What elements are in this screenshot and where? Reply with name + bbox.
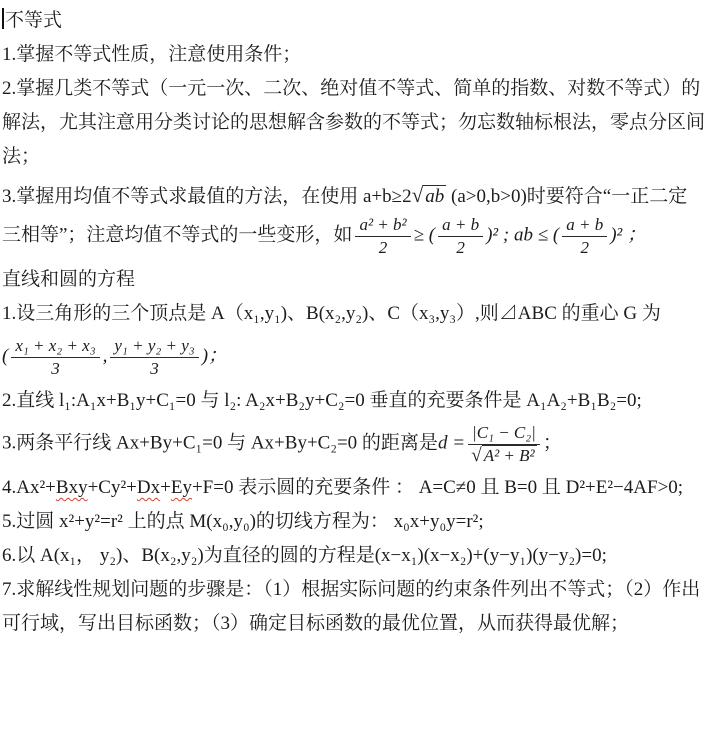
s1-item3-text: (a>0,b>0)时要符合“一正二定三相等”；注意均值不等式的一些变形，如 — [2, 186, 688, 246]
fraction — [355, 214, 410, 258]
s2-item3 — [2, 422, 706, 466]
fraction — [11, 335, 99, 379]
relation: )² ; ab ≤ ( — [486, 224, 560, 246]
radical-sign: √ — [411, 183, 424, 207]
fraction — [562, 214, 607, 258]
paren-open: ( — [2, 345, 9, 367]
section2-heading: 直线和圆的方程 — [2, 269, 136, 290]
s2-item5: 5.过圆 x²+y²=r² 上的点 M(x₀,y₀)的切线方程为： x₀x+y₀y=r²; — [2, 511, 484, 532]
fraction-numerator: a + b — [438, 214, 483, 237]
s2-item1-line2 — [2, 335, 706, 379]
s2-item4-text: +Cy²+ — [87, 477, 137, 498]
fraction-numerator: x₁ + x₂ + x₃ — [11, 335, 99, 358]
s2-item3-tail: ； — [542, 432, 562, 454]
s1-item1: 1.掌握不等式性质，注意使用条件； — [2, 44, 302, 65]
fraction-denominator — [468, 445, 540, 466]
fraction-denominator: 3 — [51, 359, 60, 378]
s1-item3-text: 3.掌握用均值不等式求最值的方法，在使用 a+b≥2 — [2, 186, 412, 207]
fraction-denominator: 3 — [150, 359, 159, 378]
s2-item4 — [2, 471, 706, 505]
spellcheck-underline: Ey — [170, 477, 192, 498]
radicand: A² + B² — [483, 446, 535, 465]
s2-item7: 7.求解线性规划问题的步骤是：（1）根据实际问题的约束条件列出不等式；（2）作出可行域，写出目标函数；（3）确定目标函数的最优位置，从而获得最优解； — [2, 579, 701, 634]
fraction — [438, 214, 483, 258]
fraction-numerator: |C₁ − C₂| — [468, 422, 540, 445]
fraction-denominator: 2 — [378, 238, 388, 257]
sqrt-expression — [471, 446, 536, 465]
fraction — [110, 335, 198, 379]
s2-item4-text: +F=0 表示圆的充要条件 ： A=C≠0 且 B=0 且 D²+E²−4AF>0; — [191, 477, 684, 498]
fraction-denominator: 2 — [580, 238, 589, 257]
s2-item1-line1: 1.设三角形的三个顶点是 A（x₁,y₁)、B(x₂,y₂)、C（x₃,y₃）,则⊿ABC 的重心 G 为 — [2, 303, 661, 324]
sqrt-expression — [411, 183, 447, 207]
relation: )² ； — [610, 224, 646, 246]
fraction-numerator: a + b — [562, 214, 607, 237]
spellcheck-underline: Bxy — [55, 477, 88, 498]
section1-heading-text: 不等式 — [5, 10, 63, 31]
d-equals: d = — [437, 432, 466, 454]
paren-close: )； — [201, 345, 228, 367]
s2-item4-text: 4.Ax²+ — [2, 477, 56, 498]
section1-heading — [2, 4, 706, 38]
fraction-numerator: a² + b² — [355, 214, 410, 237]
s2-item4-text: + — [160, 477, 171, 498]
comma: , — [102, 345, 108, 367]
fraction — [468, 422, 540, 466]
s1-item3 — [2, 178, 706, 258]
radical-sign: √ — [471, 445, 482, 466]
s1-item2: 2.掌握几类不等式（一元一次、二次、绝对值不等式、简单的指数、对数不等式）的解法，尤其注意用分类讨论的思想解含参数的不等式；勿忘数轴标根法，零点分区间法； — [2, 78, 706, 167]
s2-item3-text: 3.两条平行线 Ax+By+C₁=0 与 Ax+By+C₂=0 的距离是 — [2, 432, 438, 454]
s2-item6: 6.以 A(x₁， y₂)、B(x₂,y₂)为直径的圆的方程是(x−x₁)(x−x₂)+(y−y₁)(y−y₂)=0; — [2, 545, 607, 566]
text-cursor — [2, 8, 4, 29]
radicand: ab — [425, 186, 445, 207]
fraction-denominator: 2 — [456, 238, 465, 257]
spellcheck-underline: Dx — [136, 477, 161, 498]
fraction-numerator: y₁ + y₂ + y₃ — [110, 335, 198, 358]
relation: ≥ ( — [413, 224, 436, 246]
s2-item2: 2.直线 l₁:A₁x+B₁y+C₁=0 与 l₂: A₂x+B₂y+C₂=0 垂直的充要条件是 A₁A₂+B₁B₂=0; — [2, 390, 642, 411]
